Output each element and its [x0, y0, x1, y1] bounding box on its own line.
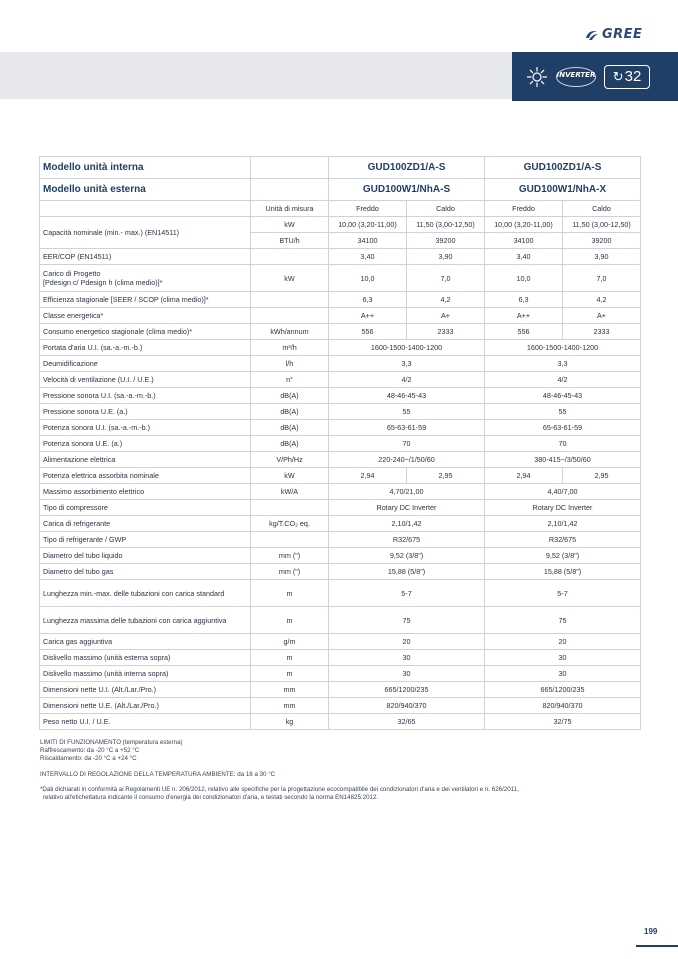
row-unit: n°: [251, 372, 329, 388]
limits-title: LIMITI DI FUNZIONAMENTO (temperatura esterna): [40, 739, 183, 746]
model-unit-spacer: [251, 179, 329, 201]
row-unit: kg: [251, 714, 329, 730]
table-row: [40, 634, 641, 650]
row-value-merged: 665/1200/235: [329, 682, 485, 698]
row-value-merged: 65-63-61-59: [485, 420, 641, 436]
row-label: [40, 356, 251, 372]
row-label-text: Massimo assorbimento elettrico: [43, 487, 145, 496]
row-label: [40, 388, 251, 404]
table-row: [40, 249, 641, 265]
row-value-merged: 75: [485, 607, 641, 634]
row-unit: m³/h: [251, 340, 329, 356]
row-value: 7,0: [407, 265, 485, 292]
row-value: 3,90: [407, 249, 485, 265]
row-label-text: Deumidificazione: [43, 359, 98, 368]
table-row: [40, 420, 641, 436]
mode-header-spacer: [40, 201, 251, 217]
row-label: [40, 516, 251, 532]
row-value-merged: 2,10/1,42: [329, 516, 485, 532]
row-value-merged: 15,88 (5/8"): [329, 564, 485, 580]
row-value-merged: 9,52 (3/8"): [329, 548, 485, 564]
row-value: A++: [329, 308, 407, 324]
row-unit: [251, 249, 329, 265]
page-number: 199: [644, 927, 658, 936]
notes: [40, 739, 640, 802]
table-row: [40, 532, 641, 548]
row-label: [40, 217, 251, 249]
row-unit: dB(A): [251, 420, 329, 436]
row-unit: mm: [251, 698, 329, 714]
row-label: [40, 580, 251, 607]
row-label: [40, 666, 251, 682]
row-value: 2333: [563, 324, 641, 340]
row-unit: m: [251, 666, 329, 682]
row-label-text: EER/COP (EN14511): [43, 252, 112, 261]
row-value: 2,94: [329, 468, 407, 484]
row-value-merged: 70: [329, 436, 485, 452]
row-value-merged: 4/2: [329, 372, 485, 388]
row-label-text: Efficienza stagionale [SEER / SCOP (clima medio)]*: [43, 295, 209, 304]
model-internal-2: GUD100ZD1/A-S: [485, 157, 641, 179]
row-value: 2,95: [407, 468, 485, 484]
row-value-merged: 32/75: [485, 714, 641, 730]
row-label: [40, 468, 251, 484]
r-arrow-icon: ↻: [612, 68, 624, 84]
row-label: [40, 564, 251, 580]
row-value-merged: 4,70/21,00: [329, 484, 485, 500]
limits-cooling: Raffrescamento: da -20 °C a +52 °C: [40, 747, 140, 755]
unit-header: Unità di misura: [251, 201, 329, 217]
row-value-merged: 32/65: [329, 714, 485, 730]
table-row: [40, 516, 641, 532]
table-row: [40, 404, 641, 420]
row-label: [40, 532, 251, 548]
row-value-merged: 220-240~/1/50/60: [329, 452, 485, 468]
row-label-text: Dislivello massimo (unità esterna sopra): [43, 653, 171, 662]
row-label: [40, 340, 251, 356]
row-label: [40, 292, 251, 308]
table-row: [40, 548, 641, 564]
row-value-merged: 20: [329, 634, 485, 650]
row-value-merged: Rotary DC Inverter: [329, 500, 485, 516]
row-label-text: Potenza sonora U.I. (sa.-a.-m.-b.): [43, 423, 151, 432]
brand-name: GREE: [602, 27, 643, 42]
row-label: [40, 308, 251, 324]
row-label-text: Diametro del tubo gas: [43, 567, 114, 576]
row-unit: mm: [251, 682, 329, 698]
row-label: [40, 324, 251, 340]
row-value: 10,0: [329, 265, 407, 292]
table-row: [40, 292, 641, 308]
row-value-merged: 70: [485, 436, 641, 452]
mode-hot-2: Caldo: [563, 201, 641, 217]
row-value-merged: 75: [329, 607, 485, 634]
table-row: [40, 682, 641, 698]
limits-heating: Riscaldamento: da -20 °C a +24 °C: [40, 755, 137, 763]
row-value: 2,94: [485, 468, 563, 484]
row-label: [40, 249, 251, 265]
row-value: 34100: [329, 233, 407, 249]
row-unit: kW: [251, 217, 329, 233]
row-value: 4,2: [563, 292, 641, 308]
row-value-merged: 30: [485, 650, 641, 666]
footnote-line-1: *Dati dichiarati in conformità ai Regolamenti UE n. 206/2012, relativo alle specifiche per la progettazione ecocompatibile dei condizionatori d'aria e dei ventilatori e n. 626/2011,: [40, 785, 519, 793]
row-label: [40, 420, 251, 436]
row-label-text: Dimensioni nette U.E. (Alt./Lar./Pro.): [43, 701, 159, 710]
row-value: 34100: [485, 233, 563, 249]
row-unit: [251, 532, 329, 548]
row-label: [40, 682, 251, 698]
row-unit: dB(A): [251, 404, 329, 420]
model-unit-spacer: [251, 157, 329, 179]
row-label-text: Potenza sonora U.E. (a.): [43, 439, 123, 448]
row-value-merged: 1600-1500-1400-1200: [485, 340, 641, 356]
row-label-text: Lunghezza massima delle tubazioni con carica aggiuntiva: [43, 615, 227, 625]
row-label-text: Portata d'aria U.I. (sa.-a.-m.-b.): [43, 343, 143, 352]
row-label: [40, 548, 251, 564]
row-value: 39200: [407, 233, 485, 249]
row-unit: mm ("): [251, 564, 329, 580]
row-label: [40, 265, 251, 292]
model-internal-label: Modello unità interna: [40, 157, 251, 179]
row-value: 3,40: [485, 249, 563, 265]
row-label-text: Diametro del tubo liquido: [43, 551, 123, 560]
row-value: 11,50 (3,00-12,50): [407, 217, 485, 233]
row-value: 10,00 (3,20-11,00): [329, 217, 407, 233]
row-unit: dB(A): [251, 388, 329, 404]
model-external-2: GUD100W1/NhA-X: [485, 179, 641, 201]
row-unit: kW/A: [251, 484, 329, 500]
mode-header-row: [40, 201, 641, 217]
row-label-text-2: [Pdesign c/ Pdesign h (clima medio)]*: [43, 278, 163, 287]
row-value-merged: 30: [329, 666, 485, 682]
row-value: 3,90: [563, 249, 641, 265]
row-label: [40, 698, 251, 714]
table-row: [40, 698, 641, 714]
model-external-label: Modello unità esterna: [40, 179, 251, 201]
table-row: [40, 714, 641, 730]
row-value-merged: 3,3: [329, 356, 485, 372]
row-value: 7,0: [563, 265, 641, 292]
table-row: [40, 265, 641, 292]
row-label: [40, 372, 251, 388]
row-unit: kg/T.CO₂ eq.: [251, 516, 329, 532]
row-value-merged: 820/940/370: [485, 698, 641, 714]
row-unit: BTU/h: [251, 233, 329, 249]
table-row: [40, 500, 641, 516]
row-unit: l/h: [251, 356, 329, 372]
sun-snowflake-icon: [526, 66, 548, 88]
row-unit: kW: [251, 468, 329, 484]
row-value: 4,2: [407, 292, 485, 308]
mode-hot-1: Caldo: [407, 201, 485, 217]
row-label-text: Carico di Progetto: [43, 269, 101, 278]
row-value: 10,0: [485, 265, 563, 292]
feature-badges: [512, 52, 678, 101]
regulation-range: INTERVALLO DI REGOLAZIONE DELLA TEMPERATURA AMBIENTE: da 16 a 30 °C: [40, 770, 276, 778]
row-unit: mm ("): [251, 548, 329, 564]
row-value-merged: 665/1200/235: [485, 682, 641, 698]
gree-swoosh-icon: [585, 29, 599, 41]
row-label-text: Carica di refrigerante: [43, 519, 111, 528]
row-label-text: Velocità di ventilazione (U.I. / U.E.): [43, 375, 154, 384]
table-row: [40, 580, 641, 607]
row-value-merged: 3,3: [485, 356, 641, 372]
row-label-text: Tipo di compressore: [43, 503, 108, 512]
row-label-text: Dimensioni nette U.I. (Alt./Lar./Pro.): [43, 685, 157, 694]
model-internal-1: GUD100ZD1/A-S: [329, 157, 485, 179]
table-row: [40, 607, 641, 634]
row-value-merged: 30: [329, 650, 485, 666]
row-value-merged: 65-63-61-59: [329, 420, 485, 436]
row-label-text: Dislivello massimo (unità interna sopra): [43, 669, 169, 678]
row-value-merged: R32/675: [485, 532, 641, 548]
row-unit: m: [251, 650, 329, 666]
row-label-text: Capacità nominale (min.- max.) (EN14511): [43, 228, 180, 237]
row-value-merged: 2,10/1,42: [485, 516, 641, 532]
row-label: [40, 650, 251, 666]
row-value-merged: 9,52 (3/8"): [485, 548, 641, 564]
row-label-text: Pressione sonora U.I. (sa.-a.-m.-b.): [43, 391, 156, 400]
row-value: 556: [329, 324, 407, 340]
inverter-label: INVERTER: [556, 70, 596, 79]
footnote-line-2: relativo all'etichettatura indicante il consumo d'energia dei condizionatori d'aria, e testati secondo la norma EN14825:2012.: [43, 794, 379, 802]
row-value-merged: 48-46-45-43: [329, 388, 485, 404]
row-label-text: Carica gas aggiuntiva: [43, 637, 113, 646]
row-value: 6,3: [329, 292, 407, 308]
table-row: [40, 452, 641, 468]
row-unit: dB(A): [251, 436, 329, 452]
row-value: 556: [485, 324, 563, 340]
spec-table: [39, 156, 641, 730]
row-value: A++: [485, 308, 563, 324]
row-value: 39200: [563, 233, 641, 249]
row-unit: [251, 292, 329, 308]
row-label: [40, 607, 251, 634]
table-row: [40, 324, 641, 340]
row-value: A+: [407, 308, 485, 324]
table-row: [40, 484, 641, 500]
row-value: 11,50 (3,00-12,50): [563, 217, 641, 233]
row-label: [40, 484, 251, 500]
brand-logo: [585, 27, 642, 42]
model-external-row: [40, 179, 641, 201]
row-unit: kW: [251, 265, 329, 292]
row-value-merged: 4/2: [485, 372, 641, 388]
row-label-text: Potenza elettrica assorbita nominale: [43, 471, 159, 480]
row-value: 3,40: [329, 249, 407, 265]
table-row: [40, 650, 641, 666]
table-row: [40, 340, 641, 356]
page-number-rule: [636, 945, 678, 947]
table-row: [40, 372, 641, 388]
row-value-merged: 48-46-45-43: [485, 388, 641, 404]
row-value-merged: 15,88 (5/8"): [485, 564, 641, 580]
row-label-text: Lunghezza min.-max. delle tubazioni con carica standard: [43, 588, 225, 598]
table-row: [40, 436, 641, 452]
row-label: [40, 714, 251, 730]
row-unit: g/m: [251, 634, 329, 650]
row-unit: V/Ph/Hz: [251, 452, 329, 468]
row-label-text: Tipo di refrigerante / GWP: [43, 535, 127, 544]
row-value-merged: 55: [485, 404, 641, 420]
row-value-merged: 4,40/7,00: [485, 484, 641, 500]
row-label-text: Consumo energetico stagionale (clima medio)*: [43, 327, 193, 336]
row-value: 2333: [407, 324, 485, 340]
row-value: 10,00 (3,20-11,00): [485, 217, 563, 233]
row-unit: m: [251, 607, 329, 634]
row-label: [40, 500, 251, 516]
row-value-merged: R32/675: [329, 532, 485, 548]
table-row: [40, 388, 641, 404]
mode-cold-2: Freddo: [485, 201, 563, 217]
table-row: [40, 564, 641, 580]
row-unit: [251, 308, 329, 324]
row-unit: [251, 500, 329, 516]
row-label-text: Pressione sonora U.E. (a.): [43, 407, 128, 416]
row-unit: m: [251, 580, 329, 607]
table-row: [40, 468, 641, 484]
row-label: [40, 436, 251, 452]
r32-badge: [604, 65, 650, 89]
row-value-merged: 5-7: [329, 580, 485, 607]
model-external-1: GUD100W1/NhA-S: [329, 179, 485, 201]
row-value-merged: 30: [485, 666, 641, 682]
inverter-badge: [554, 64, 598, 90]
row-label-text: Alimentazione elettrica: [43, 455, 116, 464]
row-label: [40, 452, 251, 468]
row-label: [40, 404, 251, 420]
row-label-text: Peso netto U.I. / U.E.: [43, 717, 111, 726]
row-value: A+: [563, 308, 641, 324]
row-value-merged: 5-7: [485, 580, 641, 607]
table-row: [40, 666, 641, 682]
row-value-merged: 20: [485, 634, 641, 650]
row-value: 6,3: [485, 292, 563, 308]
row-value-merged: 1600-1500-1400-1200: [329, 340, 485, 356]
row-value-merged: 820/940/370: [329, 698, 485, 714]
row-label: [40, 634, 251, 650]
table-row: [40, 356, 641, 372]
r32-label: 32: [624, 68, 642, 85]
mode-cold-1: Freddo: [329, 201, 407, 217]
row-value-merged: 55: [329, 404, 485, 420]
table-row: [40, 217, 641, 233]
model-internal-row: [40, 157, 641, 179]
row-label-text: Classe energetica*: [43, 311, 104, 320]
table-row: [40, 308, 641, 324]
row-value: 2,95: [563, 468, 641, 484]
row-value-merged: 380-415~/3/50/60: [485, 452, 641, 468]
row-value-merged: Rotary DC Inverter: [485, 500, 641, 516]
row-unit: kWh/annum: [251, 324, 329, 340]
